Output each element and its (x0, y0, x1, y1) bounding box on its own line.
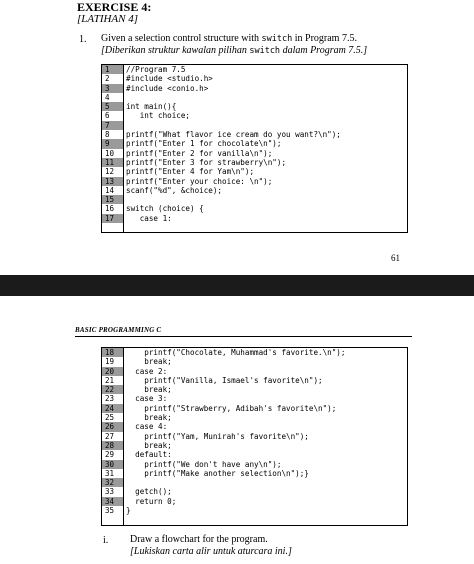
line-number: 35 (105, 506, 115, 516)
code-line: case 2: (126, 366, 168, 376)
code-line: printf("Enter your choice: \n"); (126, 176, 273, 186)
code-line: printf("Vanilla, Ismael's favorite\n"); (126, 375, 323, 385)
exercise-subtitle: [LATIHAN 4] (77, 13, 139, 25)
code-line: #include <conio.h> (126, 83, 209, 93)
line-number: 16 (105, 204, 115, 214)
code-line: printf("Enter 3 for strawberry\n"); (126, 157, 287, 167)
line-number: 8 (105, 130, 110, 140)
line-number: 25 (105, 413, 115, 423)
code-line: printf("Chocolate, Muhammad's favorite.\n"); (126, 348, 346, 357)
code-line (126, 478, 407, 487)
section-header: BASIC PROGRAMMING C (75, 326, 162, 334)
code-line: printf("We don't have any\n"); (126, 459, 282, 469)
question-number: 1. (79, 34, 87, 45)
code-line: int choice; (126, 111, 191, 121)
line-number: 18 (102, 348, 123, 357)
code-line: printf("Enter 1 for chocolate\n"); (126, 139, 282, 149)
line-number: 34 (102, 497, 123, 506)
code-line: case 3: (126, 394, 168, 404)
code-line: break; (126, 440, 172, 450)
code-line: scanf("%d", &choice); (126, 185, 223, 195)
line-number: 30 (102, 460, 123, 469)
line-number: 9 (102, 139, 123, 148)
question-trans-part: [Diberikan struktur kawalan pilihan (101, 45, 250, 56)
code-listing-part-2 (101, 347, 408, 526)
line-number: 19 (105, 357, 115, 367)
line-number: 14 (105, 185, 115, 195)
code-line: break; (126, 413, 172, 423)
line-number: 21 (105, 375, 115, 385)
subquestion-text: Draw a flowchart for the program. (130, 534, 268, 545)
line-number: 31 (105, 468, 115, 478)
question-text-part: Given a selection control structure with (101, 33, 262, 44)
code-line: } (126, 506, 131, 516)
code-line: printf("What flavor ice cream do you want?\n"); (126, 130, 341, 140)
line-number: 27 (105, 431, 115, 441)
code-line: default: (126, 450, 172, 460)
question-code-keyword: switch (261, 34, 293, 44)
code-line: printf("Yam, Munirah's favorite\n"); (126, 431, 309, 441)
subquestion-translation: [Lukiskan carta alir untuk aturcara ini.] (130, 546, 292, 557)
code-line: printf("Enter 2 for vanilla\n"); (126, 148, 273, 158)
code-line: printf("Strawberry, Adibah's favorite\n"); (126, 403, 337, 413)
header-divider (75, 336, 412, 337)
page-number: 61 (391, 253, 400, 263)
line-number: 33 (105, 487, 115, 497)
line-number: 10 (105, 148, 115, 158)
line-number: 2 (105, 74, 110, 84)
line-number: 11 (102, 158, 123, 167)
line-number: 17 (102, 214, 123, 223)
code-line: case 1: (126, 213, 172, 223)
line-number: 1 (102, 65, 123, 74)
line-number-gutter (102, 348, 124, 525)
code-line: int main(){ (126, 102, 177, 112)
code-line: break; (126, 385, 172, 395)
code-line: printf("Make another selection\n");} (126, 468, 309, 478)
line-number: 6 (105, 111, 110, 121)
question-text (101, 33, 357, 44)
line-number: 3 (102, 84, 123, 93)
line-number: 29 (105, 450, 115, 460)
document-page-2 (0, 296, 474, 564)
question-text-part: in Program 7.5. (292, 33, 357, 44)
line-number: 15 (102, 195, 123, 204)
question-trans-code-keyword: switch (249, 46, 281, 56)
question-translation (101, 45, 367, 56)
line-number-gutter (102, 65, 124, 232)
line-number: 32 (102, 478, 123, 487)
document-page-1 (0, 0, 474, 275)
code-line: printf("Enter 4 for Yam\n"); (126, 167, 255, 177)
question-trans-part: dalam Program 7.5.] (280, 45, 368, 56)
subquestion-number: i. (103, 535, 109, 546)
code-area (126, 348, 407, 525)
code-line: getch(); (126, 487, 172, 497)
code-listing-part-1 (101, 64, 408, 233)
line-number: 4 (105, 92, 110, 102)
code-line (126, 121, 407, 130)
code-line (126, 93, 407, 102)
code-line: break; (126, 357, 172, 367)
line-number: 28 (102, 441, 123, 450)
code-line (126, 195, 407, 204)
exercise-title: EXERCISE 4: (77, 0, 152, 14)
code-line: switch (choice) { (126, 204, 204, 214)
code-line: #include <studio.h> (126, 74, 213, 84)
code-line: case 4: (126, 422, 168, 432)
line-number: 7 (102, 121, 123, 130)
line-number: 26 (102, 422, 123, 431)
code-line: return 0; (126, 496, 177, 506)
line-number: 13 (102, 177, 123, 186)
line-number: 12 (105, 167, 115, 177)
code-area (126, 65, 407, 232)
line-number: 5 (102, 102, 123, 111)
line-number: 23 (105, 394, 115, 404)
code-line: //Program 7.5 (126, 65, 186, 74)
line-number: 24 (102, 404, 123, 413)
line-number: 20 (102, 367, 123, 376)
line-number: 22 (102, 385, 123, 394)
